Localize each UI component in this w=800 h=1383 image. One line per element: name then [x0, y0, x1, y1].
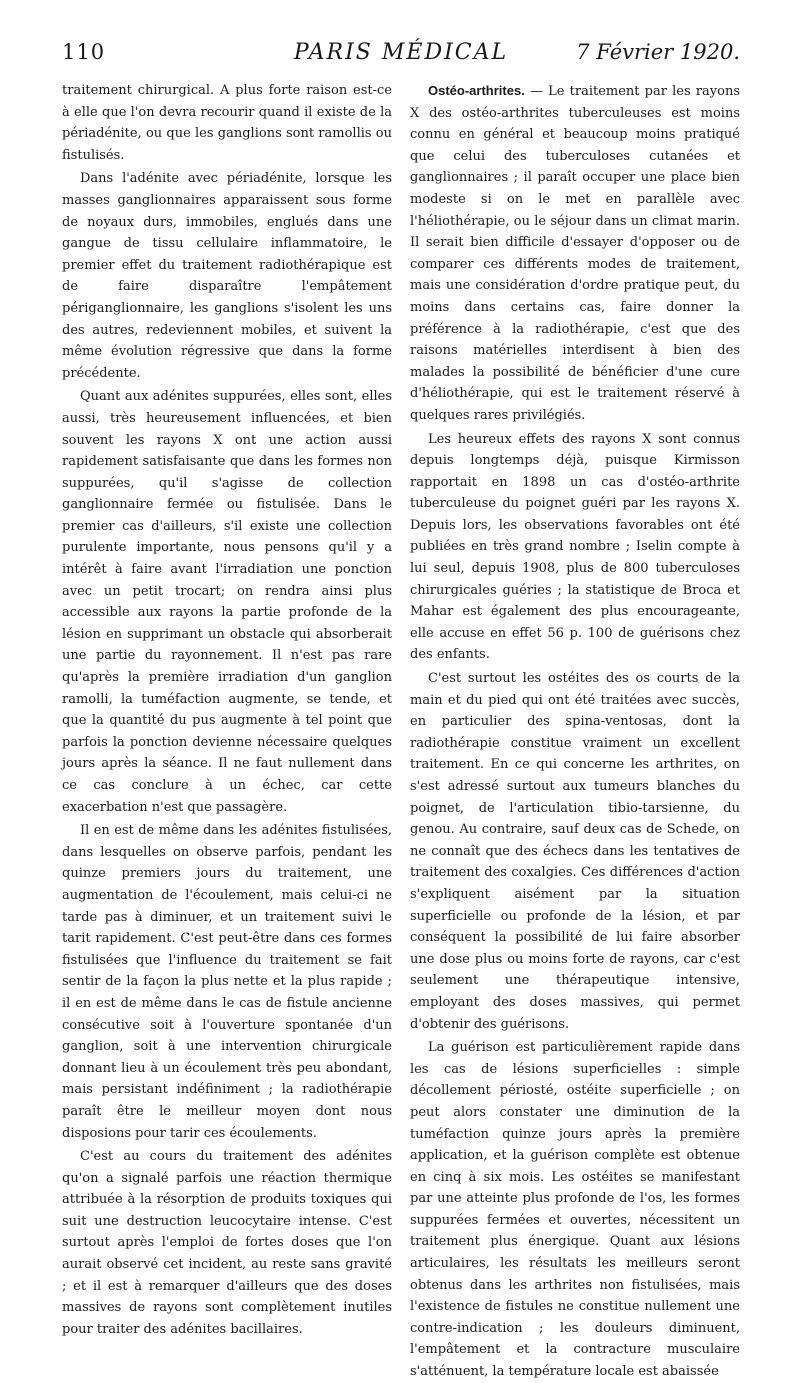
paragraph: Il en est de même dans les adénites fistulisées, dans lesquelles on observe parfois, pendant les quinze premiers jours du traitement, une augmentation de l'écoulement, mais celui-ci ne tarde pas à diminuer, et un traitement suivi le tarit rapidement. C'est peut-être dans ces formes fistulisées que l'influence du traitement se fait sentir de la façon la plus nette et la plus rapide ; il en est de même dans le cas de fistule ancienne consécutive soit à l'ouverture spontanée d'un ganglion, soit à une intervention chirurgicale donnant lieu à un écoulement très peu abondant, mais persistant indéfiniment ; la radiothérapie paraît être le meilleur moyen dont nous disposions pour tarir ces écoulements.	[62, 823, 392, 1141]
right-column	[410, 80, 740, 1383]
paragraph: Les heureux effets des rayons X sont connus depuis longtemps déjà, puisque Kirmisson rapportait en 1898 un cas d'ostéo-arthrite tuberculeuse du poignet guéri par les rayons X. Depuis lors, les observations favorables ont été publiées en très grand nombre ; Iselin compte à lui seul, depuis 1908, plus de 800 tuberculoses chirurgicales guéries ; la statistique de Broca et Mahar est également des plus encourageante, elle accuse en effet 56 p. 100 de guérisons chez des enfants.	[410, 431, 740, 663]
paragraph: Quant aux adénites suppurées, elles sont, elles aussi, très heureusement influencées, et bien souvent les rayons X ont une action aussi rapidement satisfaisante que dans les formes non suppurées, qu'il s'agisse de collection ganglionnaire fermée ou fistulisée. Dans le premier cas d'ailleurs, s'il existe une collection purulente importante, nous pensons qu'il y a intérêt à faire avant l'irradiation une ponction avec un petit trocart; on rendra ainsi plus accessible aux rayons la partie profonde de la lésion en supprimant un obstacle qui absorberait une partie du rayonnement. Il n'est pas rare qu'après la première irradiation d'un ganglion ramolli, la tuméfaction augmente, se tende, et que la quantité du pus augmente à tel point que parfois la ponction devienne nécessaire quelques jours après la séance. Il ne faut nullement dans ce cas conclure à un échec, car cette exacerbation n'est que passagère.	[62, 389, 392, 815]
paragraph: Dans l'adénite avec périadénite, lorsque les masses ganglionnaires apparaissent sous forme de noyaux durs, immobiles, englués dans une gangue de tissu cellulaire inflammatoire, le premier effet du traitement radiothérapique est de faire disparaître l'empâtement périganglionnaire, les ganglions s'isolent les uns des autres, redeviennent mobiles, et suivent la même évolution régressive que dans la forme précédente.	[62, 171, 392, 381]
paragraph: La guérison est particulièrement rapide dans les cas de lésions superficielles : simple décollement périosté, ostéite superficielle ; on peut alors constater une diminution de la tuméfaction quinze jours après la première application, et la guérison complète est obtenue en cinq à six mois. Les ostéites se manifestant par une atteinte plus profonde de l'os, les formes suppurées fermées et ouvertes, nécessitent un traitement plus énergique. Quant aux lésions articulaires, les résultats les meilleurs seront obtenus dans les arthrites non fistulisées, mais l'existence de fistules ne constitue nullement une contre-indication ; les douleurs diminuent, l'empâtement et la contracture musculaire s'atténuent, la température locale est abaissée	[410, 1040, 740, 1380]
paragraph: C'est au cours du traitement des adénites qu'on a signalé parfois une réaction thermique attribuée à la résorption de produits toxiques qui suit une destruction leucocytaire intense. C'est surtout après l'emploi de fortes doses que l'on aurait observé cet incident, au reste sans gravité ; et il est à remarquer d'ailleurs que des doses massives de rayons sont complètement inutiles pour traiter des adénites bacillaires.	[62, 1149, 392, 1337]
section-title: Ostéo-arthrites.	[428, 83, 525, 98]
paragraph: traitement chirurgical. A plus forte raison est-ce à elle que l'on devra recourir quand il existe de la périadénite, ou que les ganglions sont ramollis ou fistulisés.	[62, 83, 392, 163]
paragraph: C'est surtout les ostéites des os courts de la main et du pied qui ont été traitées avec succès, en particulier des spina-ventosas, dont la radiothérapie constitue vraiment un excellent traitement. En ce qui concerne les arthrites, on s'est adressé surtout aux tumeurs blanches du poignet, de l'articulation tibio-tarsienne, du genou. Au contraire, sauf deux cas de Schede, on ne connaît que des échecs dans les tentatives de traitement des coxalgies. Ces différences d'action s'expliquent aisément par la situation superficielle ou profonde de la lésion, et par conséquent la possibilité de lui faire absorber une dose plus ou moins forte de rayons, car c'est seulement une thérapeutique intensive, employant des doses massives, qui permet d'obtenir des guérisons.	[410, 671, 740, 1032]
journal-title: PARIS MÉDICAL	[293, 40, 509, 65]
paragraph-text: — Le traitement par les rayons X des ostéo-arthrites tuberculeuses est moins connu en général et beaucoup moins pratiqué que celui des tuberculoses cutanées et ganglionnaires ; il paraît occuper une place bien modeste si on le met en parallèle avec l'héliothérapie, ou le séjour dans un climat marin. Il serait bien difficile d'essayer d'opposer ou de comparer ces différents modes de traitement, mais une considération d'ordre pratique peut, du moins dans certains cas, faire donner la préférence à la radiothérapie, c'est que des raisons matérielles interdisent à bien des malades la possibilité de bénéficier d'une cure d'héliothérapie, qui est le traitement réservé à quelques rares privilégiés.	[410, 84, 740, 423]
issue-date: 7 Février 1920.	[576, 40, 740, 64]
paragraph	[410, 80, 740, 427]
page-header	[62, 40, 740, 74]
page-number: 110	[62, 40, 106, 64]
left-column	[62, 80, 392, 1340]
